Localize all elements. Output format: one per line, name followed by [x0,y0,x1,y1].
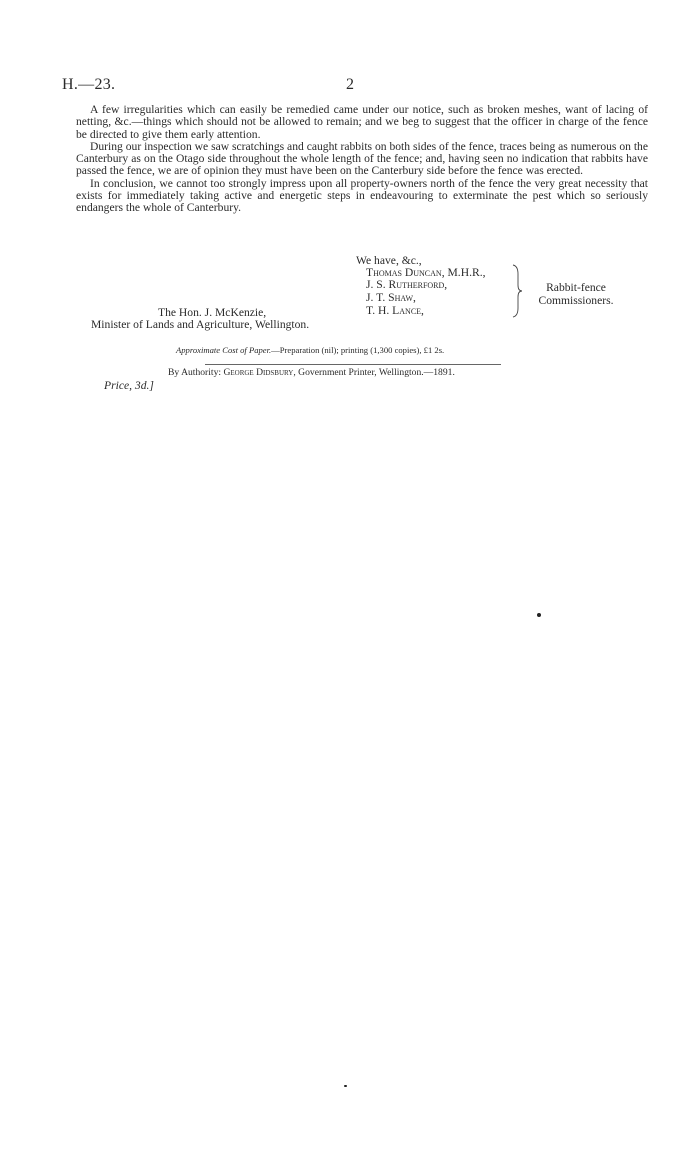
closing-salutation: We have, &c., [356,254,422,267]
cost-text: —Preparation (nil); printing (1,300 copies), £1 2s. [271,345,445,355]
addressee-name: The Hon. J. McKenzie, [158,306,267,319]
paragraph-inspection: During our inspection we saw scratchings and caught rabbits on both sides of the fence, traces being as numerous on the Canterbury as on the Otago side throughout the whole length of the fence; and, having seen no indication that rabbits have passed the fence, we are of opinion they must have been on the Canterbury side before the fence was erected. [76,139,648,178]
authority-prefix: By Authority: [168,367,224,378]
printer-name: George Didsbury [223,367,294,378]
signatory [366,279,447,291]
paragraph-conclusion: In conclusion, we cannot too strongly impress upon all property-owners north of the fence the very great necessity that exists for immediately taking active and energetic steps in endeavouring to exterminate the pest which so seriously endangers the whole of Canterbury. [76,176,648,215]
cost-label: Approximate Cost of Paper. [176,345,272,355]
ink-speck [537,613,541,617]
signatory-brace [512,264,522,318]
ink-speck [344,1085,347,1087]
cost-of-paper-note [176,345,444,355]
signatory-name: J. T. Shaw [366,291,414,304]
commissioner-title-line1: Rabbit-fence [546,281,606,294]
signatory-name: T. H. Lance [366,304,422,317]
signatory-name: J. S. Rutherford [366,278,445,291]
signatory-name: Thomas Duncan [366,266,442,279]
printer-authority [168,367,455,378]
commissioner-title-line2: Commissioners. [538,294,614,307]
signatory-suffix: , M.H.R., [441,266,486,279]
authority-suffix: , Government Printer, Wellington.—1891. [293,367,455,378]
signatory-suffix: , [421,304,424,317]
horizontal-rule [205,364,501,365]
signatory [366,292,416,304]
addressee-title: Minister of Lands and Agriculture, Wellington. [91,318,310,331]
report-body [76,104,648,215]
signatory-suffix: , [444,278,448,291]
document-reference: H.—23. [62,76,116,93]
paragraph-irregularities: A few irregularities which can easily be remedied came under our notice, such as broken meshes, want of lacing of netting, &c.—things which should not be allowed to remain; and we beg to suggest that the officer in charge of the fence be directed to give them early attention. [76,103,648,141]
page-number: 2 [346,76,354,93]
commissioner-title [528,281,624,307]
signatory [366,305,424,317]
signatory-suffix: , [413,291,416,304]
price-note: Price, 3d.] [104,379,154,392]
